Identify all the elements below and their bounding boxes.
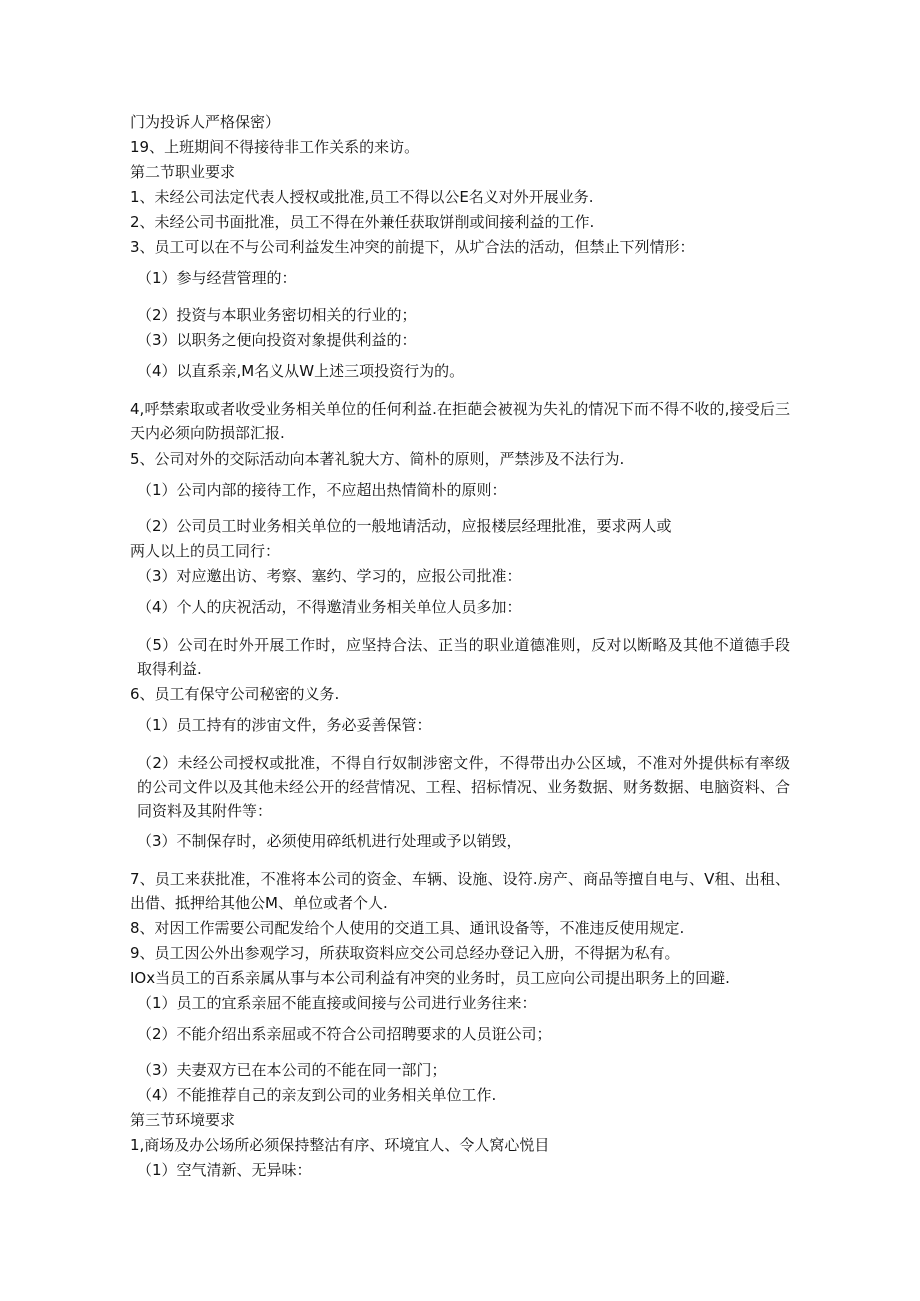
sub-item: （2）未经公司授权或批准，不得自行奴制涉密文件，不得带出办公区域，不准对外提供标有率级的公司文件以及其他未经公开的经营情况、工程、招标情况、业务数据、财务数据、电脑资料、合同资料及其附件等： [137, 754, 790, 820]
sub-item: （4）个人的庆祝活动，不得邀清业务相关单位人员多加： [137, 598, 522, 616]
rule-item-9: 9、员工因公外出参观学习，所获取资料应交公司总经办登记入册，不得据为私有。 [130, 944, 680, 962]
sub-item: （2）不能介绍出系亲屈或不符合公司招聘要求的人员诳公司； [137, 1025, 552, 1043]
sub-item: （3）对应邀出访、考察、塞约、学习的，应报公司批准： [137, 567, 522, 585]
section-heading: 第三节环境要求 [130, 1111, 236, 1129]
sub-item: （1）员工持有的涉宙文件，务必妥善保管： [137, 716, 432, 734]
sub-item: （2）投资与本职业务密切相关的行业的； [137, 306, 417, 324]
rule-item-6: 6、员工有保守公司秘密的义务. [130, 685, 340, 703]
rule-item-4: 4,呼禁索取或者收受业务相关单位的任何利益.在拒葩会被视为失礼的情况下而不得不收的,接受后三天内必须向防损部汇报. [130, 400, 790, 442]
sub-item: （1）员工的宜系亲屈不能直接或间接与公司进行业务往来： [137, 994, 537, 1012]
text-line: 门为投诉人严格保密） [130, 113, 281, 131]
rule-item-2: 2、未经公司书面批准，员工不得在外兼任获取饼削或间接利益的工作. [130, 213, 595, 231]
rule-item-1: 1、未经公司法定代表人授权或批准,员工不得以公E名义对外开展业务. [130, 188, 594, 206]
sub-item: （4）以直系亲,M名义从W上述三项投资行为的。 [137, 362, 465, 380]
sub-item: （2）公司员工时业务相关单位的一般地请活动，应报楼层经理批准，要求两人或 [137, 517, 672, 535]
rule-item-1: 1,商场及办公场所必须保持整沽有序、环境宜人、令人窝心悦目 [130, 1136, 550, 1154]
sub-item: （3）以职务之便向投资对象提供利益的： [137, 331, 417, 349]
rule-item-7: 7、员工来获批准，不准将本公司的资金、车辆、设施、设符.房产、商品等擅自电与、V租、出租、出借、抵押给其他公M、单位或者个人. [130, 870, 790, 912]
sub-item: （1）空气清新、无异味： [137, 1161, 312, 1179]
sub-item: （5）公司在时外开展工作时，应坚持合法、正当的职业道德准则，反对以断略及其他不道德手段取得利益. [137, 636, 790, 678]
sub-item: （3）夫妻双方已在本公司的不能在同一部门； [137, 1061, 447, 1079]
rule-item-19: 19、上班期间不得接待非工作关系的来访。 [130, 138, 420, 156]
rule-item-8: 8、对因工作需要公司配发给个人使用的交逍工具、通讯设备等，不准违反使用规定. [130, 919, 685, 937]
sub-item: （1）参与经营管理的： [137, 269, 297, 287]
rule-item-5: 5、公司对外的交际活动向本著礼貌大方、简朴的原则，严禁涉及不法行为. [130, 450, 625, 468]
sub-item: （1）公司内部的接待工作，不应超出热情简朴的原则： [137, 481, 507, 499]
text-line: 两人以上的员工同行： [130, 542, 281, 560]
section-heading: 第二节职业要求 [130, 163, 236, 181]
sub-item: （4）不能推荐自己的亲友到公司的业务相关单位工作. [137, 1086, 497, 1104]
rule-item-10: IOx当员工的百系亲属从事与本公司利益有冲突的业务时，员工应向公司提出职务上的回避. [130, 969, 730, 987]
sub-item: （3）不制保存时，必须使用碎纸机进行处理或予以销毁， [137, 832, 522, 850]
rule-item-3: 3、员工可以在不与公司利益发生冲突的前提下，从圹合法的活动，但禁止下列情形： [130, 238, 695, 256]
